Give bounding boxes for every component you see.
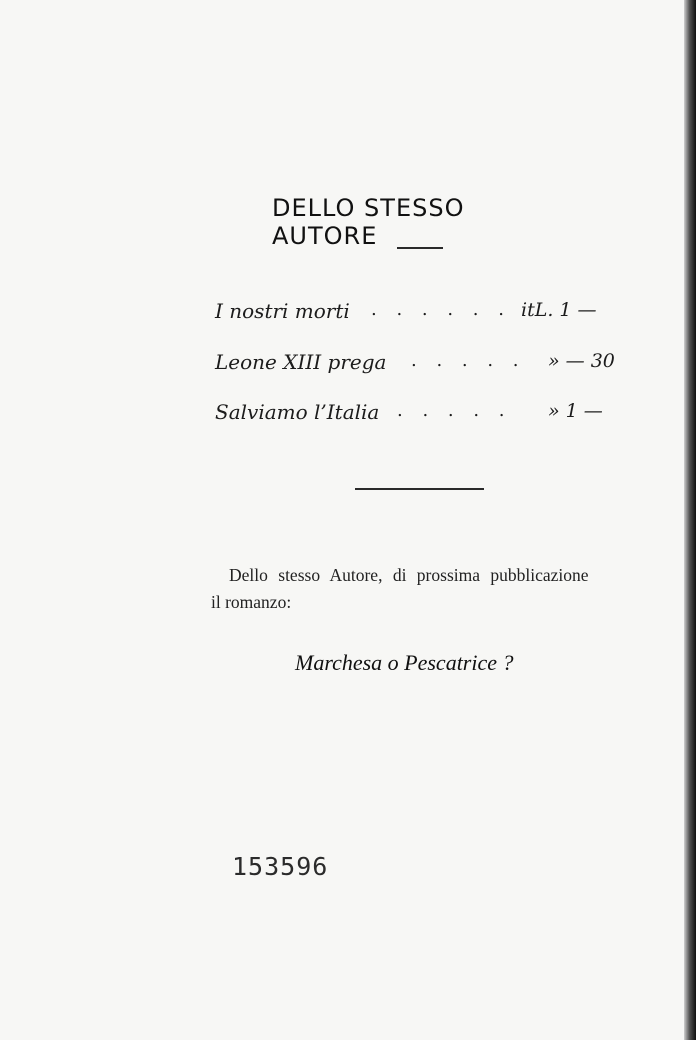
section-rule xyxy=(355,488,484,490)
work-title: Salviamo l’Italia xyxy=(215,400,380,424)
leader-dots: . . . . . xyxy=(397,400,512,421)
work-price: » 1 — xyxy=(548,400,603,422)
works-list-item xyxy=(215,400,635,436)
works-list-item xyxy=(215,299,635,335)
library-stamp-number: 153596 xyxy=(232,852,329,881)
work-price: » — 30 xyxy=(548,350,615,372)
page-edge-shadow xyxy=(684,0,696,1040)
note-line-1: Dello stesso Autore, di prossima pubblicazione xyxy=(229,565,589,585)
leader-dots: . . . . . xyxy=(411,350,526,371)
upcoming-note xyxy=(211,562,629,616)
page-heading: DELLO STESSO AUTORE xyxy=(272,194,465,250)
note-line-2: il romanzo: xyxy=(211,592,292,612)
leader-dots: . . . . . . xyxy=(371,299,511,320)
heading-rule xyxy=(397,247,443,249)
upcoming-book-title: Marchesa o Pescatrice ? xyxy=(295,650,514,675)
work-title: I nostri morti xyxy=(215,299,350,323)
work-title: Leone XIII prega xyxy=(215,350,387,374)
works-list-item xyxy=(215,350,635,386)
work-price: itL. 1 — xyxy=(521,299,597,321)
